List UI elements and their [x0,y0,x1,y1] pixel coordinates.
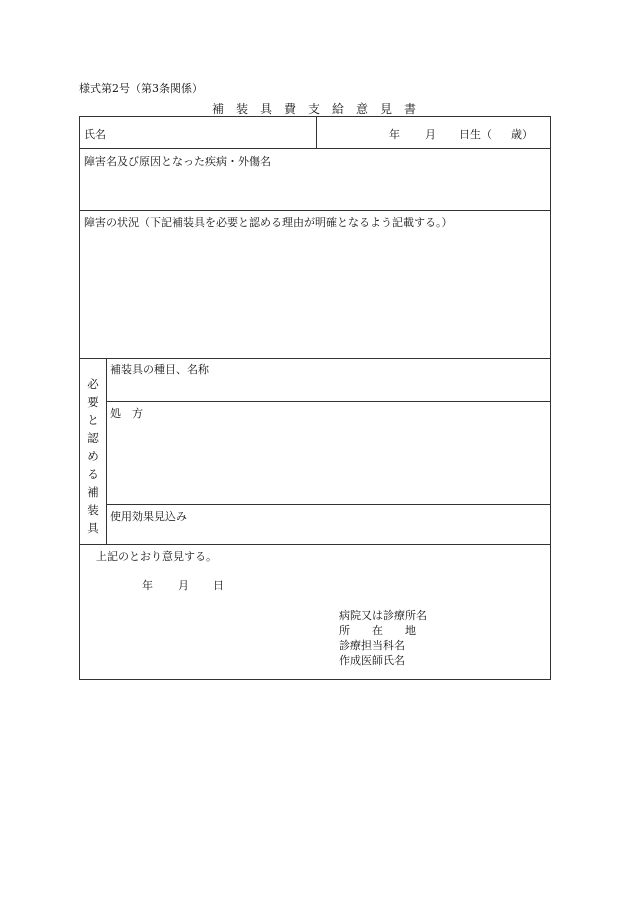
row-divider [80,210,551,211]
form-title: 補 装 具 費 支 給 意 見 書 [212,102,417,116]
age-label: 歳） [511,128,533,141]
name-label: 氏名 [84,128,106,141]
name-divider [316,117,317,148]
sign-year-label: 年 [142,579,153,592]
opinion-form-table [79,116,551,680]
form-number: 様式第2号（第3条関係） [79,82,203,95]
birth-month-label: 月 [425,128,436,141]
device-side-label [84,375,102,537]
hospital-label: 病院又は診療所名 [339,609,427,622]
device-type-label: 補装具の種目、名称 [110,363,209,376]
diagnosis-label: 障害名及び原因となった疾病・外傷名 [84,155,271,168]
statement-text: 上記のとおり意見する。 [96,550,217,563]
row-divider [106,401,551,402]
row-divider [106,504,551,505]
address-label: 所 在 地 [339,624,416,637]
side-label-char: 装 [87,503,99,517]
prescription-label: 処 方 [110,407,143,420]
side-label-char: 認 [87,431,99,445]
row-divider [80,544,551,545]
side-label-char: 必 [87,377,99,391]
device-side-divider [106,358,107,544]
effect-label: 使用効果見込み [110,510,187,523]
side-label-char: る [87,467,99,481]
side-label-char: 具 [87,521,99,535]
department-label: 診療担当科名 [339,639,405,652]
birth-day-label: 日生（ [459,128,492,141]
doctor-label: 作成医師氏名 [339,654,405,667]
side-label-char: め [87,449,99,463]
side-label-char: 要 [87,395,99,409]
row-divider [80,358,551,359]
side-label-char: と [87,413,99,427]
condition-label: 障害の状況（下記補装具を必要と認める理由が明確となるよう記載する。） [84,216,453,229]
sign-day-label: 日 [213,579,224,592]
sign-month-label: 月 [178,579,189,592]
side-label-char: 補 [87,485,99,499]
birth-year-label: 年 [389,128,400,141]
row-divider [80,148,551,149]
